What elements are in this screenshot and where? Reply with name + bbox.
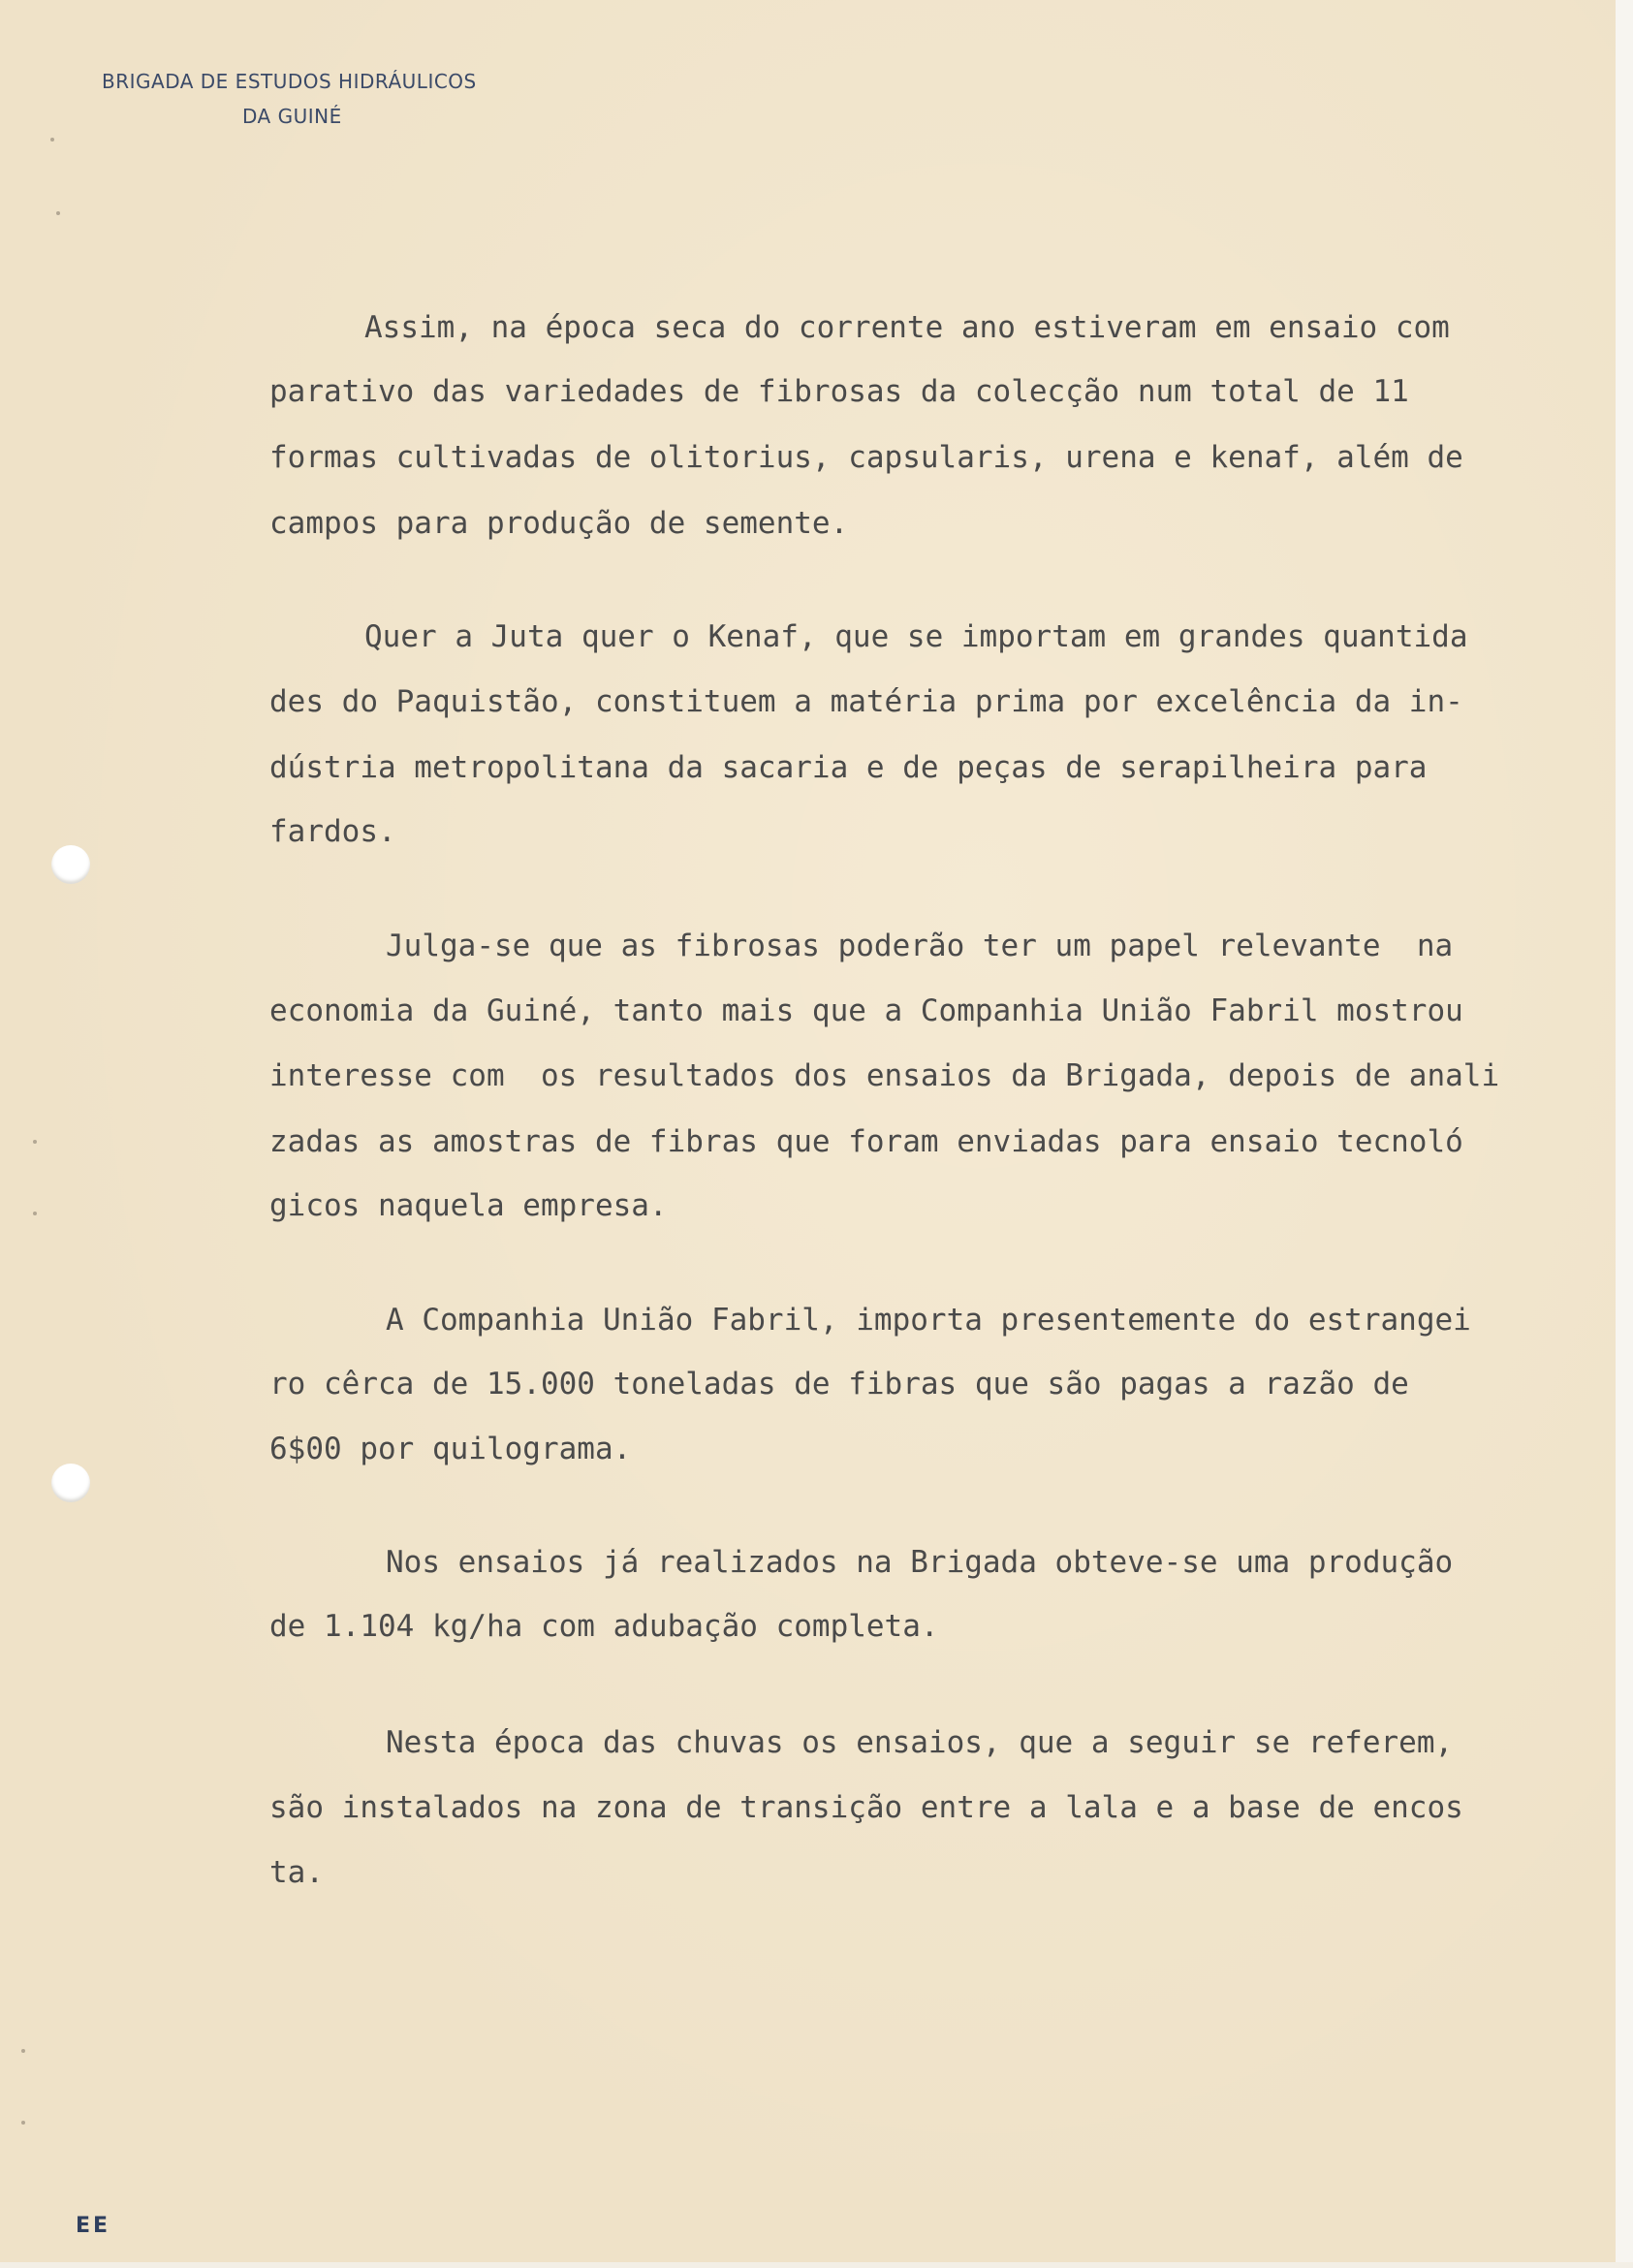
text-line: campos para produção de semente. xyxy=(269,506,849,541)
scan-margin-bottom xyxy=(0,2262,1633,2268)
text-line: zadas as amostras de fibras que foram enviadas para ensaio tecnoló xyxy=(269,1124,1463,1159)
ink-speck xyxy=(21,2049,25,2053)
ink-speck xyxy=(56,211,60,215)
text-line: fardos. xyxy=(269,814,396,849)
text-line: ta. xyxy=(269,1855,324,1890)
text-line: interesse com os resultados dos ensaios da Brigada, depois de anali xyxy=(269,1058,1500,1093)
text-line: Nos ensaios já realizados na Brigada obteve-se uma produção xyxy=(386,1545,1454,1580)
ink-speck xyxy=(33,1212,37,1215)
text-line: Quer a Juta quer o Kenaf, que se importam em grandes quantida xyxy=(364,619,1468,654)
ink-speck xyxy=(21,2121,25,2125)
text-line: des do Paquistão, constituem a matéria prima por excelência da in- xyxy=(269,684,1463,719)
text-line: ro cêrca de 15.000 toneladas de fibras que são pagas a razão de xyxy=(269,1367,1409,1402)
text-line: 6$00 por quilograma. xyxy=(269,1432,632,1466)
ink-speck xyxy=(50,138,54,142)
text-line: formas cultivadas de olitorius, capsularis, urena e kenaf, além de xyxy=(269,440,1463,475)
letterhead-line-2: DA GUINÉ xyxy=(242,105,342,128)
text-line: Julga-se que as fibrosas poderão ter um papel relevante na xyxy=(386,929,1454,963)
footer-mark: EE xyxy=(76,2214,111,2238)
text-line: dústria metropolitana da sacaria e de peças de serapilheira para xyxy=(269,750,1428,785)
text-line: economia da Guiné, tanto mais que a Companhia União Fabril mostrou xyxy=(269,993,1463,1028)
ink-speck xyxy=(33,1140,37,1144)
punch-hole xyxy=(51,845,90,884)
scan-margin-right xyxy=(1616,0,1633,2268)
letterhead-line-1: BRIGADA DE ESTUDOS HIDRÁULICOS xyxy=(102,70,477,93)
punch-hole xyxy=(51,1464,90,1502)
text-line: Assim, na época seca do corrente ano estiveram em ensaio com xyxy=(364,310,1450,345)
text-line: são instalados na zona de transição entre a lala e a base de encos xyxy=(269,1790,1463,1825)
text-line: Nesta época das chuvas os ensaios, que a seguir se referem, xyxy=(386,1725,1454,1760)
text-line: de 1.104 kg/ha com adubação completa. xyxy=(269,1609,939,1644)
text-line: gicos naquela empresa. xyxy=(269,1188,668,1223)
text-line: A Companhia União Fabril, importa presentemente do estrangei xyxy=(386,1303,1471,1338)
text-line: parativo das variedades de fibrosas da colecção num total de 11 xyxy=(269,374,1409,409)
